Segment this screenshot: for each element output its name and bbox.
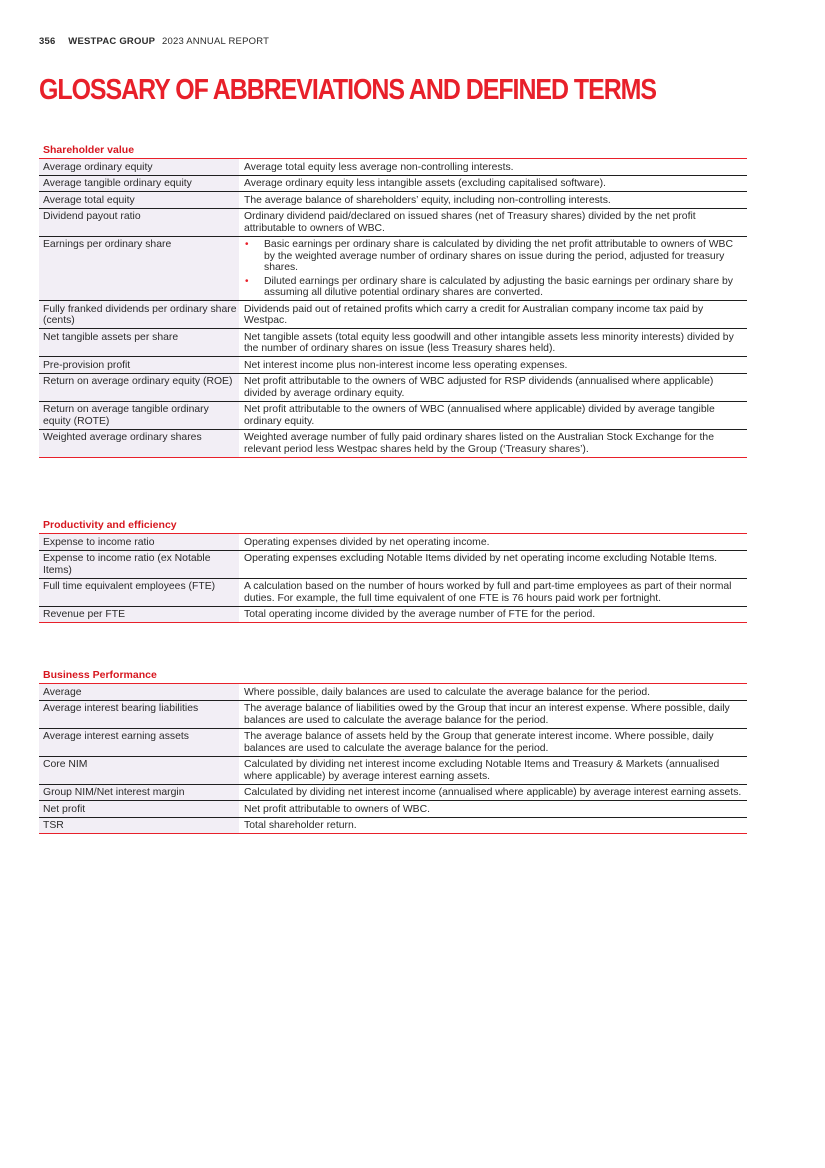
definition: Average total equity less average non-controlling interests. [239,159,747,175]
term: Average ordinary equity [39,159,239,175]
term: Average total equity [39,192,239,209]
table-row [39,801,747,818]
term: Weighted average ordinary shares [39,429,239,457]
term: Core NIM [39,756,239,784]
table-row [39,329,747,357]
definition: Operating expenses divided by net operating income. [239,534,747,550]
definition: Total shareholder return. [239,817,747,834]
table-row [39,784,747,801]
table-row [39,578,747,606]
table-row [39,236,747,301]
section-shareholder-value [39,143,747,458]
term: Average tangible ordinary equity [39,175,239,192]
definition: Average ordinary equity less intangible assets (excluding capitalised software). [239,175,747,192]
term: Average interest earning assets [39,728,239,756]
bullet-text: Basic earnings per ordinary share is calculated by dividing the net profit attributable to owners of WBC by the weighted average number of ordinary shares on issue during the period, adjusted for treasury shares. [264,239,733,273]
term: Average interest bearing liabilities [39,700,239,728]
table-row [39,817,747,834]
table-row [39,728,747,756]
definition: Calculated by dividing net interest income (annualised where applicable) by average interest earning assets. [239,784,747,801]
list-item [244,239,745,274]
definition: Calculated by dividing net interest income excluding Notable Items and Treasury & Markets (annualised where applicable) by average interest earning assets. [239,756,747,784]
table-row [39,606,747,623]
term: Earnings per ordinary share [39,236,239,301]
table-row [39,429,747,457]
definition: Net tangible assets (total equity less goodwill and other intangible assets less minority interests) divided by the number of ordinary shares on issue (less Treasury shares held). [239,329,747,357]
table-row [39,401,747,429]
company-name: WESTPAC GROUP [68,36,156,47]
table-row [39,301,747,329]
section-productivity [39,518,747,623]
term: Average [39,684,239,700]
term: Group NIM/Net interest margin [39,784,239,801]
glossary-table [39,684,747,834]
definition: Weighted average number of fully paid ordinary shares listed on the Australian Stock Exchange for the relevant period less Westpac shares held by the Group (‘Treasury shares’). [239,429,747,457]
table-row [39,159,747,175]
term: Dividend payout ratio [39,208,239,236]
definition: The average balance of assets held by the Group that generate interest income. Where possible, daily balances are used to calculate the average balance for the period. [239,728,747,756]
table-row [39,175,747,192]
table-row [39,684,747,700]
definition: Total operating income divided by the average number of FTE for the period. [239,606,747,623]
definition: Net profit attributable to the owners of WBC adjusted for RSP dividends (annualised where applicable) divided by average ordinary equity. [239,373,747,401]
bullet-icon: • [245,275,249,287]
list-item [244,276,745,299]
definition [239,236,747,301]
term: Net profit [39,801,239,818]
page-title: GLOSSARY OF ABBREVIATIONS AND DEFINED TERMS [39,74,657,106]
definition: Where possible, daily balances are used to calculate the average balance for the period. [239,684,747,700]
section-business-performance [39,668,747,834]
definition: The average balance of shareholders’ equity, including non-controlling interests. [239,192,747,209]
term: Revenue per FTE [39,606,239,623]
table-row [39,700,747,728]
table-row [39,550,747,578]
term: Full time equivalent employees (FTE) [39,578,239,606]
term: Return on average tangible ordinary equity (ROTE) [39,401,239,429]
definition: Operating expenses excluding Notable Items divided by net operating income excluding Notable Items. [239,550,747,578]
section-heading: Business Performance [39,668,747,684]
term: Return on average ordinary equity (ROE) [39,373,239,401]
bullet-icon: • [245,239,249,250]
definition: The average balance of liabilities owed by the Group that incur an interest expense. Where possible, daily balances are used to calculate the average balance for the period. [239,700,747,728]
term: Expense to income ratio (ex Notable Items) [39,550,239,578]
running-header [39,36,269,47]
glossary-table [39,159,747,458]
definition: A calculation based on the number of hours worked by full and part-time employees as part of their normal duties. For example, the full time equivalent of one FTE is 76 hours paid work per fortnight. [239,578,747,606]
table-row [39,192,747,209]
term: Expense to income ratio [39,534,239,550]
table-row [39,357,747,374]
definition: Net profit attributable to the owners of WBC (annualised where applicable) divided by average tangible ordinary equity. [239,401,747,429]
term: Fully franked dividends per ordinary share (cents) [39,301,239,329]
table-row [39,373,747,401]
bullet-list [244,239,745,299]
term: Net tangible assets per share [39,329,239,357]
table-row [39,534,747,550]
term: TSR [39,817,239,834]
definition: Ordinary dividend paid/declared on issued shares (net of Treasury shares) divided by the net profit attributable to owners of WBC. [239,208,747,236]
report-name: 2023 ANNUAL REPORT [162,36,270,47]
definition: Dividends paid out of retained profits which carry a credit for Australian company income tax paid by Westpac. [239,301,747,329]
term: Pre-provision profit [39,357,239,374]
glossary-table [39,534,747,623]
table-row [39,208,747,236]
definition: Net interest income plus non-interest income less operating expenses. [239,357,747,374]
section-heading: Productivity and efficiency [39,518,747,534]
definition: Net profit attributable to owners of WBC. [239,801,747,818]
bullet-text: Diluted earnings per ordinary share is calculated by adjusting the basic earnings per ordinary share by assuming all dilutive potential ordinary shares are converted. [264,275,733,298]
table-row [39,756,747,784]
section-heading: Shareholder value [39,143,747,159]
page-number: 356 [39,36,56,47]
